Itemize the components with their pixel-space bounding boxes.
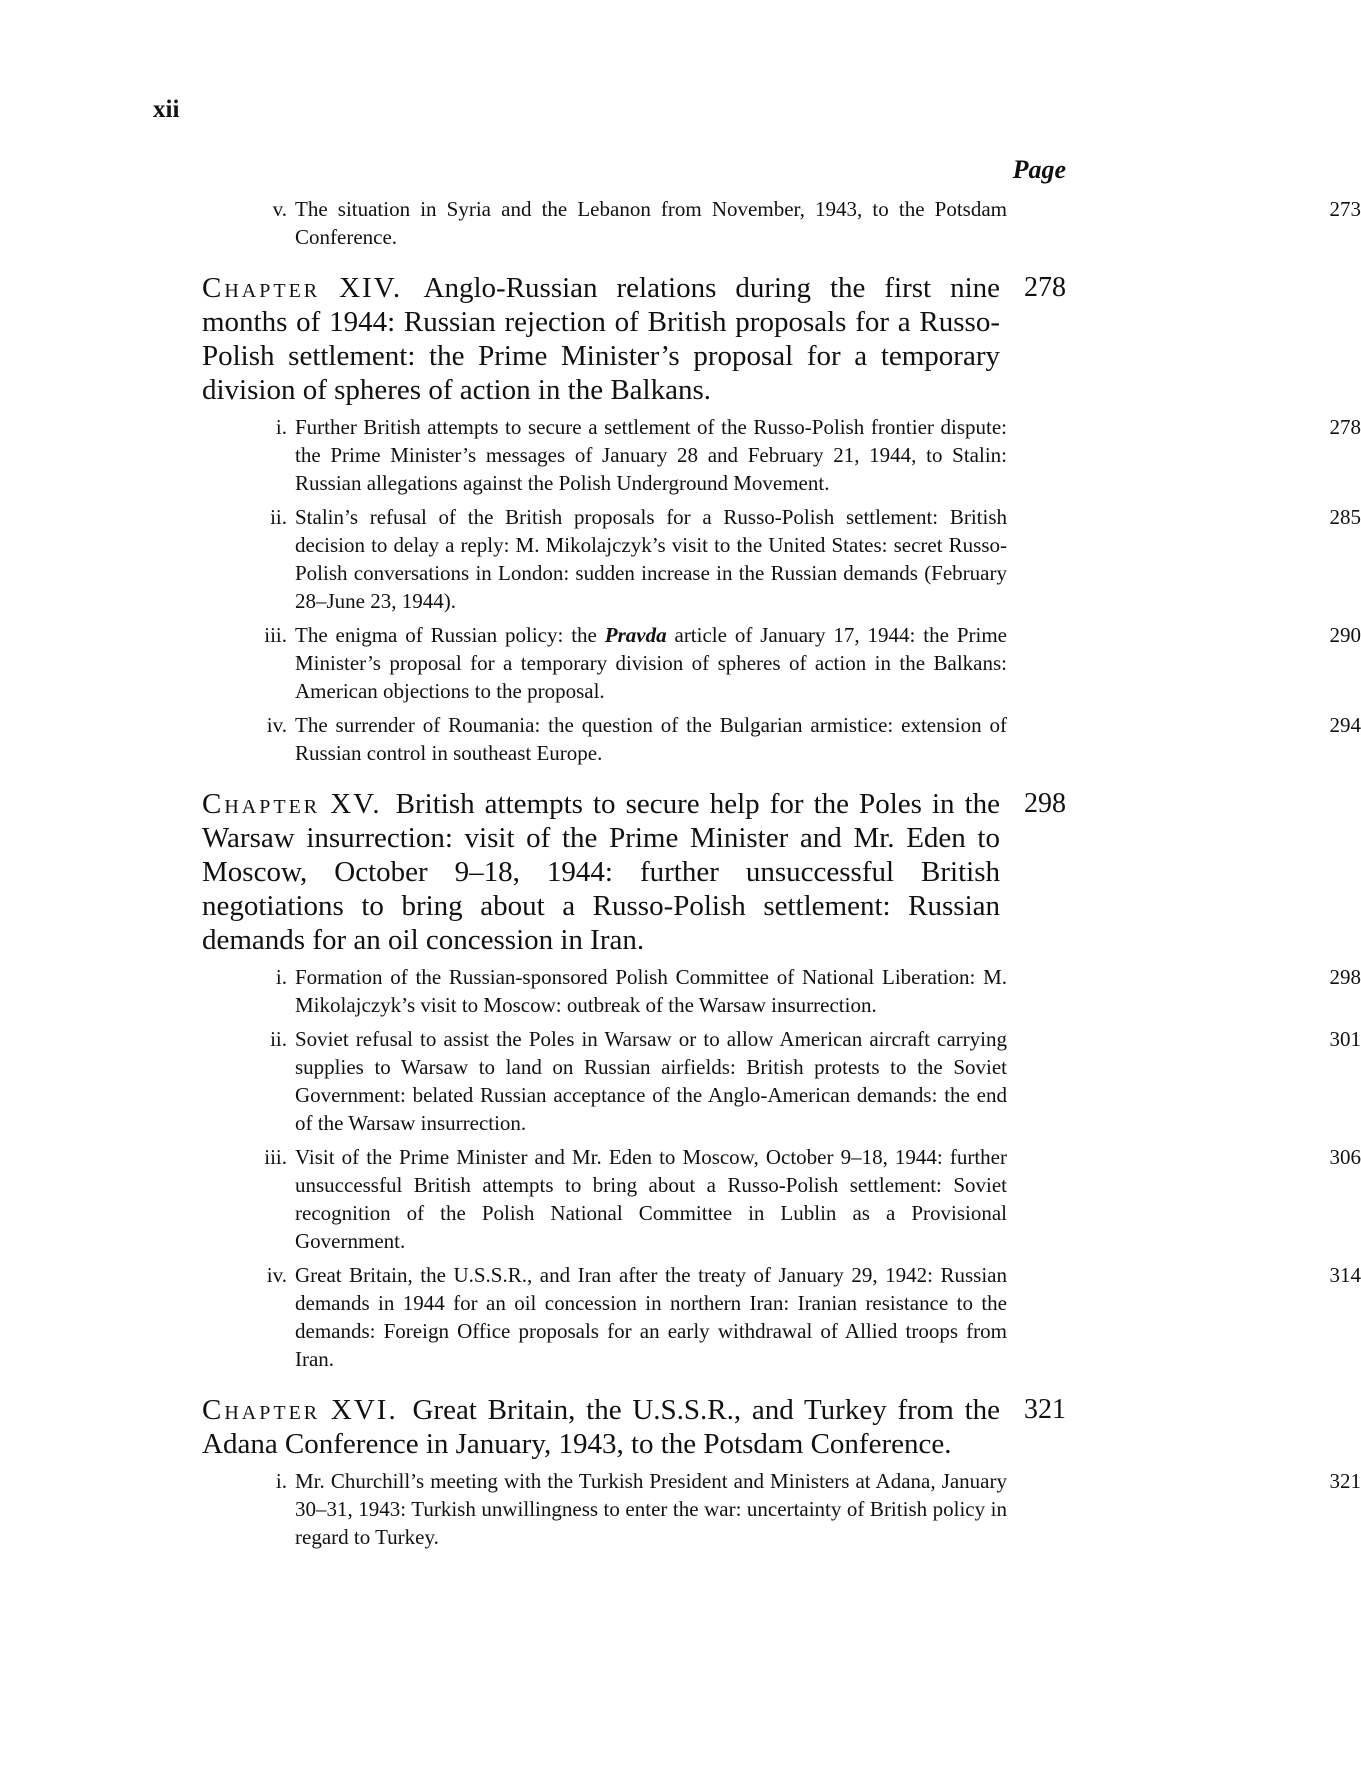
section-number: i.	[275, 1469, 287, 1493]
chapter-title: British attempts to secure help for the Poles in the Warsaw insurrection: visit of the Prime Minister and Mr. Eden to Moscow, October 9–18, 1944: further unsuccessful British negotiations to bring about a Russo-Polish settlement: Russian demands for an oil concession in Iran.	[202, 788, 1001, 956]
toc-section-entry	[270, 1025, 1361, 1137]
section-number: v.	[272, 197, 287, 221]
chapter-number: XV.	[330, 788, 382, 820]
toc-section-entry	[264, 1143, 1361, 1255]
section-title: Formation of the Russian-sponsored Polish Committee of National Liberation: M. Mikolajczyk’s visit to Moscow: outbreak of the Warsaw insurrection.	[295, 965, 1007, 1017]
table-of-contents	[0, 195, 1361, 1551]
section-number: i.	[275, 415, 287, 439]
chapter-title: Great Britain, the U.S.S.R., and Turkey from the Adana Conference in January, 1943, to the Potsdam Conference.	[202, 1394, 1001, 1460]
section-title: Mr. Churchill’s meeting with the Turkish President and Ministers at Adana, January 30–31, 1943: Turkish unwillingness to enter the war: uncertainty of British policy in regard to Turkey.	[295, 1469, 1007, 1549]
chapter-label: Chapter	[202, 272, 321, 304]
section-title: Stalin’s refusal of the British proposals for a Russo-Polish settlement: British decision to delay a reply: M. Mikolajczyk’s visit to the United States: secret Russo-Polish conversations in London: sudden increase in the Russian demands (February 28–June 23, 1944).	[295, 505, 1007, 613]
section-title: The situation in Syria and the Lebanon from November, 1943, to the Potsdam Conference.	[295, 197, 1007, 249]
page-number: 294	[1329, 713, 1361, 737]
section-number: ii.	[270, 505, 287, 529]
toc-section-entry	[275, 413, 1361, 497]
page-number: 278	[1329, 415, 1361, 439]
chapter-number: XVI.	[330, 1394, 398, 1426]
toc-chapter-entry	[202, 1393, 1066, 1461]
section-title-part: article of January 17, 1944: the Prime Minister’s proposal for a temporary division of spheres of action in the Balkans: American objections to the proposal.	[295, 623, 1007, 703]
page-number: 278	[1024, 272, 1066, 303]
toc-section-entry	[275, 1467, 1361, 1551]
toc-section-entry	[275, 963, 1361, 1019]
section-title: Further British attempts to secure a settlement of the Russo-Polish frontier dispute: the Prime Minister’s messages of January 28 and February 21, 1944, to Stalin: Russian allegations against the Polish Underground Movement.	[295, 415, 1007, 495]
section-number: iv.	[266, 713, 287, 737]
page-number: 314	[1329, 1263, 1361, 1287]
page-number: 301	[1329, 1027, 1361, 1051]
section-title-part: The enigma of Russian policy: the	[295, 623, 605, 647]
toc-section-entry	[270, 503, 1361, 615]
page-number: 321	[1024, 1394, 1066, 1425]
section-title	[295, 623, 1007, 703]
section-title: Soviet refusal to assist the Poles in Warsaw or to allow American aircraft carrying supplies to Warsaw to land on Russian airfields: British protests to the Soviet Government: belated Russian acceptance of the Anglo-American demands: the end of the Warsaw insurrection.	[295, 1027, 1007, 1135]
section-title: Great Britain, the U.S.S.R., and Iran after the treaty of January 29, 1942: Russian demands in 1944 for an oil concession in northern Iran: Iranian resistance to the demands: Foreign Office proposals for an early withdrawal of Allied troops from Iran.	[295, 1263, 1007, 1371]
toc-chapter-entry	[202, 271, 1066, 407]
section-title: Visit of the Prime Minister and Mr. Eden to Moscow, October 9–18, 1944: further unsuccessful British attempts to bring about a Russo-Polish settlement: Soviet recognition of the Polish National Committee in Lublin as a Provisional Government.	[295, 1145, 1007, 1253]
toc-section-entry	[272, 195, 1361, 251]
page-number: 290	[1329, 623, 1361, 647]
section-title: The surrender of Roumania: the question of the Bulgarian armistice: extension of Russian control in southeast Europe.	[295, 713, 1007, 765]
toc-section-entry	[266, 711, 1361, 767]
section-number: iv.	[266, 1263, 287, 1287]
chapter-label: Chapter	[202, 788, 321, 820]
page-folio: xii	[153, 96, 180, 123]
page-number: 273	[1329, 197, 1361, 221]
page-number: 298	[1024, 788, 1066, 819]
page-number: 306	[1329, 1145, 1361, 1169]
section-number: ii.	[270, 1027, 287, 1051]
chapter-label: Chapter	[202, 1394, 321, 1426]
chapter-number: XIV.	[339, 272, 403, 304]
section-number: iii.	[264, 623, 287, 647]
chapter-title: Anglo-Russian relations during the first nine months of 1944: Russian rejection of British proposals for a Russo-Polish settlement: the Prime Minister’s proposal for a temporary division of spheres of action in the Balkans.	[202, 272, 1001, 406]
toc-section-entry	[266, 1261, 1361, 1373]
toc-section-entry	[264, 621, 1361, 705]
italic-title: Pravda	[604, 623, 667, 647]
section-number: iii.	[264, 1145, 287, 1169]
section-number: i.	[275, 965, 287, 989]
page-number: 285	[1329, 505, 1361, 529]
page-number: 321	[1329, 1469, 1361, 1493]
page-number: 298	[1329, 965, 1361, 989]
page-column-heading: Page	[1012, 155, 1066, 184]
toc-chapter-entry	[202, 787, 1066, 957]
